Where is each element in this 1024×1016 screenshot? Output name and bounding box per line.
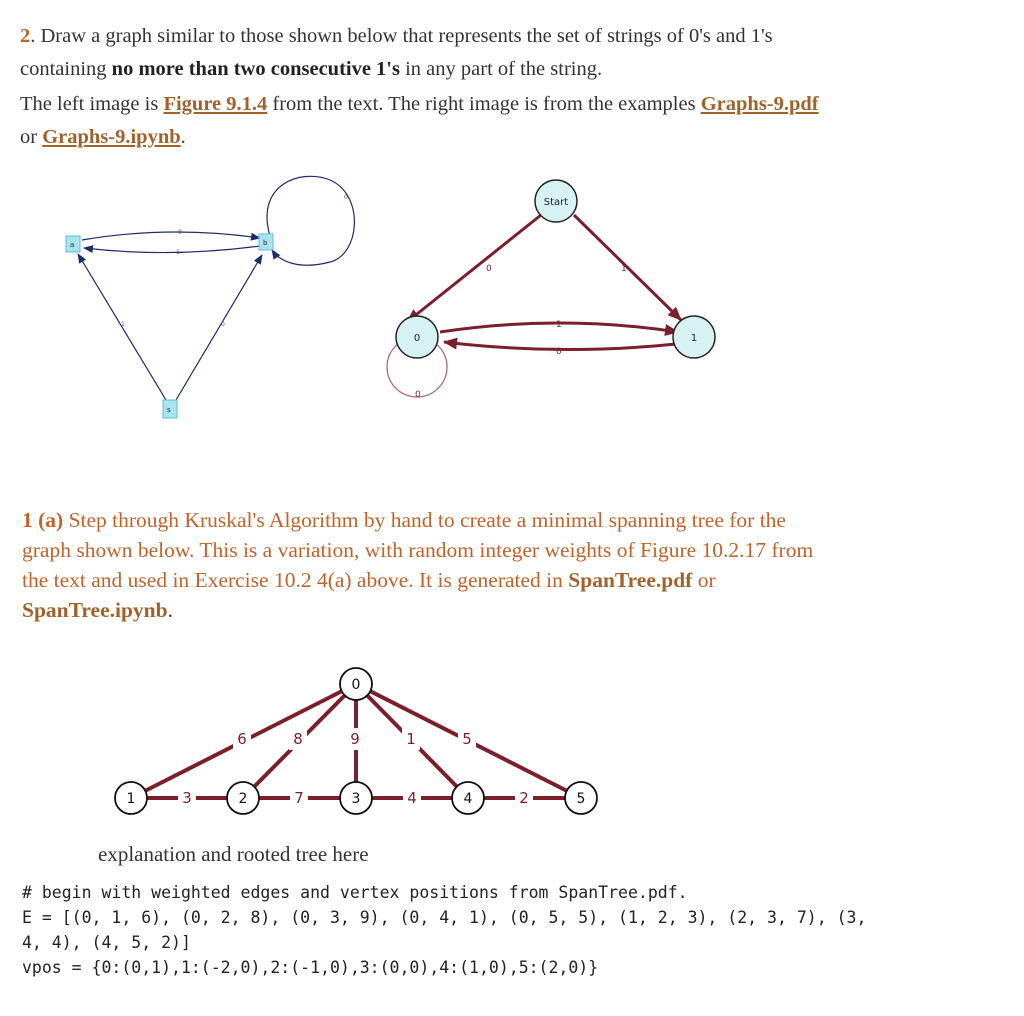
explanation-text: explanation and rooted tree here [98, 842, 369, 866]
q1-number: 1 (a) [22, 508, 64, 532]
code-line-1: # begin with weighted edges and vertex positions from SpanTree.pdf. [22, 883, 688, 902]
question-2 [20, 20, 1010, 154]
q2-text-3b: from the text. The right image is from the examples [267, 93, 701, 115]
q2-line-2 [20, 53, 1010, 86]
q2-text-1: . Draw a graph similar to those shown below that represents the set of strings of 0's and 1's [30, 25, 773, 47]
code-block [22, 880, 1012, 980]
q1-text-3b: or [692, 568, 716, 592]
left-edge-b-loop [267, 176, 354, 265]
left-edge-a-b [82, 232, 260, 240]
node-label-1: 1 [126, 791, 136, 807]
q2-line-4 [20, 121, 1010, 154]
q2-text-4a: or [20, 126, 43, 148]
q1-text-3: the text and used in Exercise 10.2 4(a) above. It is generated in [22, 568, 569, 592]
edge-weight-0-4: 1 [406, 730, 416, 748]
left-label-a-b: 0 [178, 229, 182, 236]
edge-weight-0-5: 5 [462, 730, 472, 748]
right-label-start-0: 0 [486, 264, 492, 274]
left-edge-b-a [84, 246, 260, 253]
link-graphs-9-pdf[interactable]: Graphs-9.pdf [700, 93, 819, 115]
node-label-0: 0 [351, 677, 361, 693]
link-graphs-9-ipynb[interactable]: Graphs-9.ipynb [42, 126, 181, 148]
left-label-s-b: 0 [221, 321, 225, 328]
edge-weight-4-5: 2 [519, 789, 529, 807]
left-label-b-loop: 0 [344, 194, 348, 201]
q2-bold-phrase: no more than two consecutive 1's [111, 58, 400, 80]
left-edge-s-b [176, 255, 262, 400]
q1-line-4 [22, 595, 1012, 625]
question-1a [22, 505, 1012, 625]
edge-weight-0-2: 8 [293, 730, 303, 748]
figures-graphs [0, 165, 1024, 435]
code-line-3: 4, 4), (4, 5, 2)] [22, 933, 191, 952]
left-node-s-label: s [167, 406, 171, 414]
q2-text-3a: The left image is [20, 93, 164, 115]
link-spantree-ipynb[interactable]: SpanTree.ipynb [22, 598, 168, 622]
edge-weight-3-4: 4 [407, 789, 417, 807]
q1-text-4: . [167, 598, 173, 622]
left-label-b-a: 1 [176, 249, 180, 256]
left-node-a-label: a [70, 241, 75, 249]
right-label-start-1: 1 [621, 264, 627, 274]
link-figure-9-1-4[interactable]: Figure 9.1.4 [163, 93, 268, 115]
q2-line-1 [20, 20, 1010, 53]
right-label-0-loop: 0 [415, 390, 421, 400]
left-graph [66, 176, 354, 418]
q1-text-1: Step through Kruskal's Algorithm by hand to create a minimal spanning tree for the [63, 508, 786, 532]
code-line-4: vpos = {0:(0,1),1:(-2,0),2:(-1,0),3:(0,0),4:(1,0),5:(2,0)} [22, 958, 599, 977]
right-label-0-1: 1 [556, 320, 562, 330]
left-node-b-label: b [263, 239, 268, 247]
node-label-4: 4 [463, 791, 473, 807]
weighted-graph [0, 650, 1024, 830]
left-label-s-a: 1 [121, 321, 125, 328]
edge-weight-0-3: 9 [350, 730, 360, 748]
right-graph [387, 180, 715, 400]
edge-weight-2-3: 7 [294, 789, 304, 807]
right-node-start-label: Start [543, 197, 569, 208]
q2-text-2a: containing [20, 58, 112, 80]
node-label-5: 5 [576, 791, 586, 807]
q2-text-2b: in any part of the string. [399, 58, 603, 80]
q1-line-3 [22, 565, 1012, 595]
edge-weight-1-2: 3 [182, 789, 192, 807]
right-node-1-label: 1 [690, 333, 698, 344]
node-label-2: 2 [238, 791, 248, 807]
right-node-0-label: 0 [413, 333, 421, 344]
q1-line-2: graph shown below. This is a variation, with random integer weights of Figure 10.2.17 from [22, 538, 814, 562]
q2-line-3 [20, 88, 1010, 121]
right-label-1-0: 0 [556, 347, 562, 357]
link-spantree-pdf[interactable]: SpanTree.pdf [568, 568, 693, 592]
node-label-3: 3 [351, 791, 361, 807]
edge-weight-0-1: 6 [237, 730, 247, 748]
right-edge-start-1 [574, 215, 681, 320]
q2-number: 2 [20, 25, 31, 47]
code-line-2: E = [(0, 1, 6), (0, 2, 8), (0, 3, 9), (0, 4, 1), (0, 5, 5), (1, 2, 3), (2, 3, 7), (3, [22, 908, 867, 927]
right-edge-start-0 [407, 215, 541, 322]
q1-line-1 [22, 505, 1012, 535]
q2-text-4b: . [180, 126, 186, 148]
